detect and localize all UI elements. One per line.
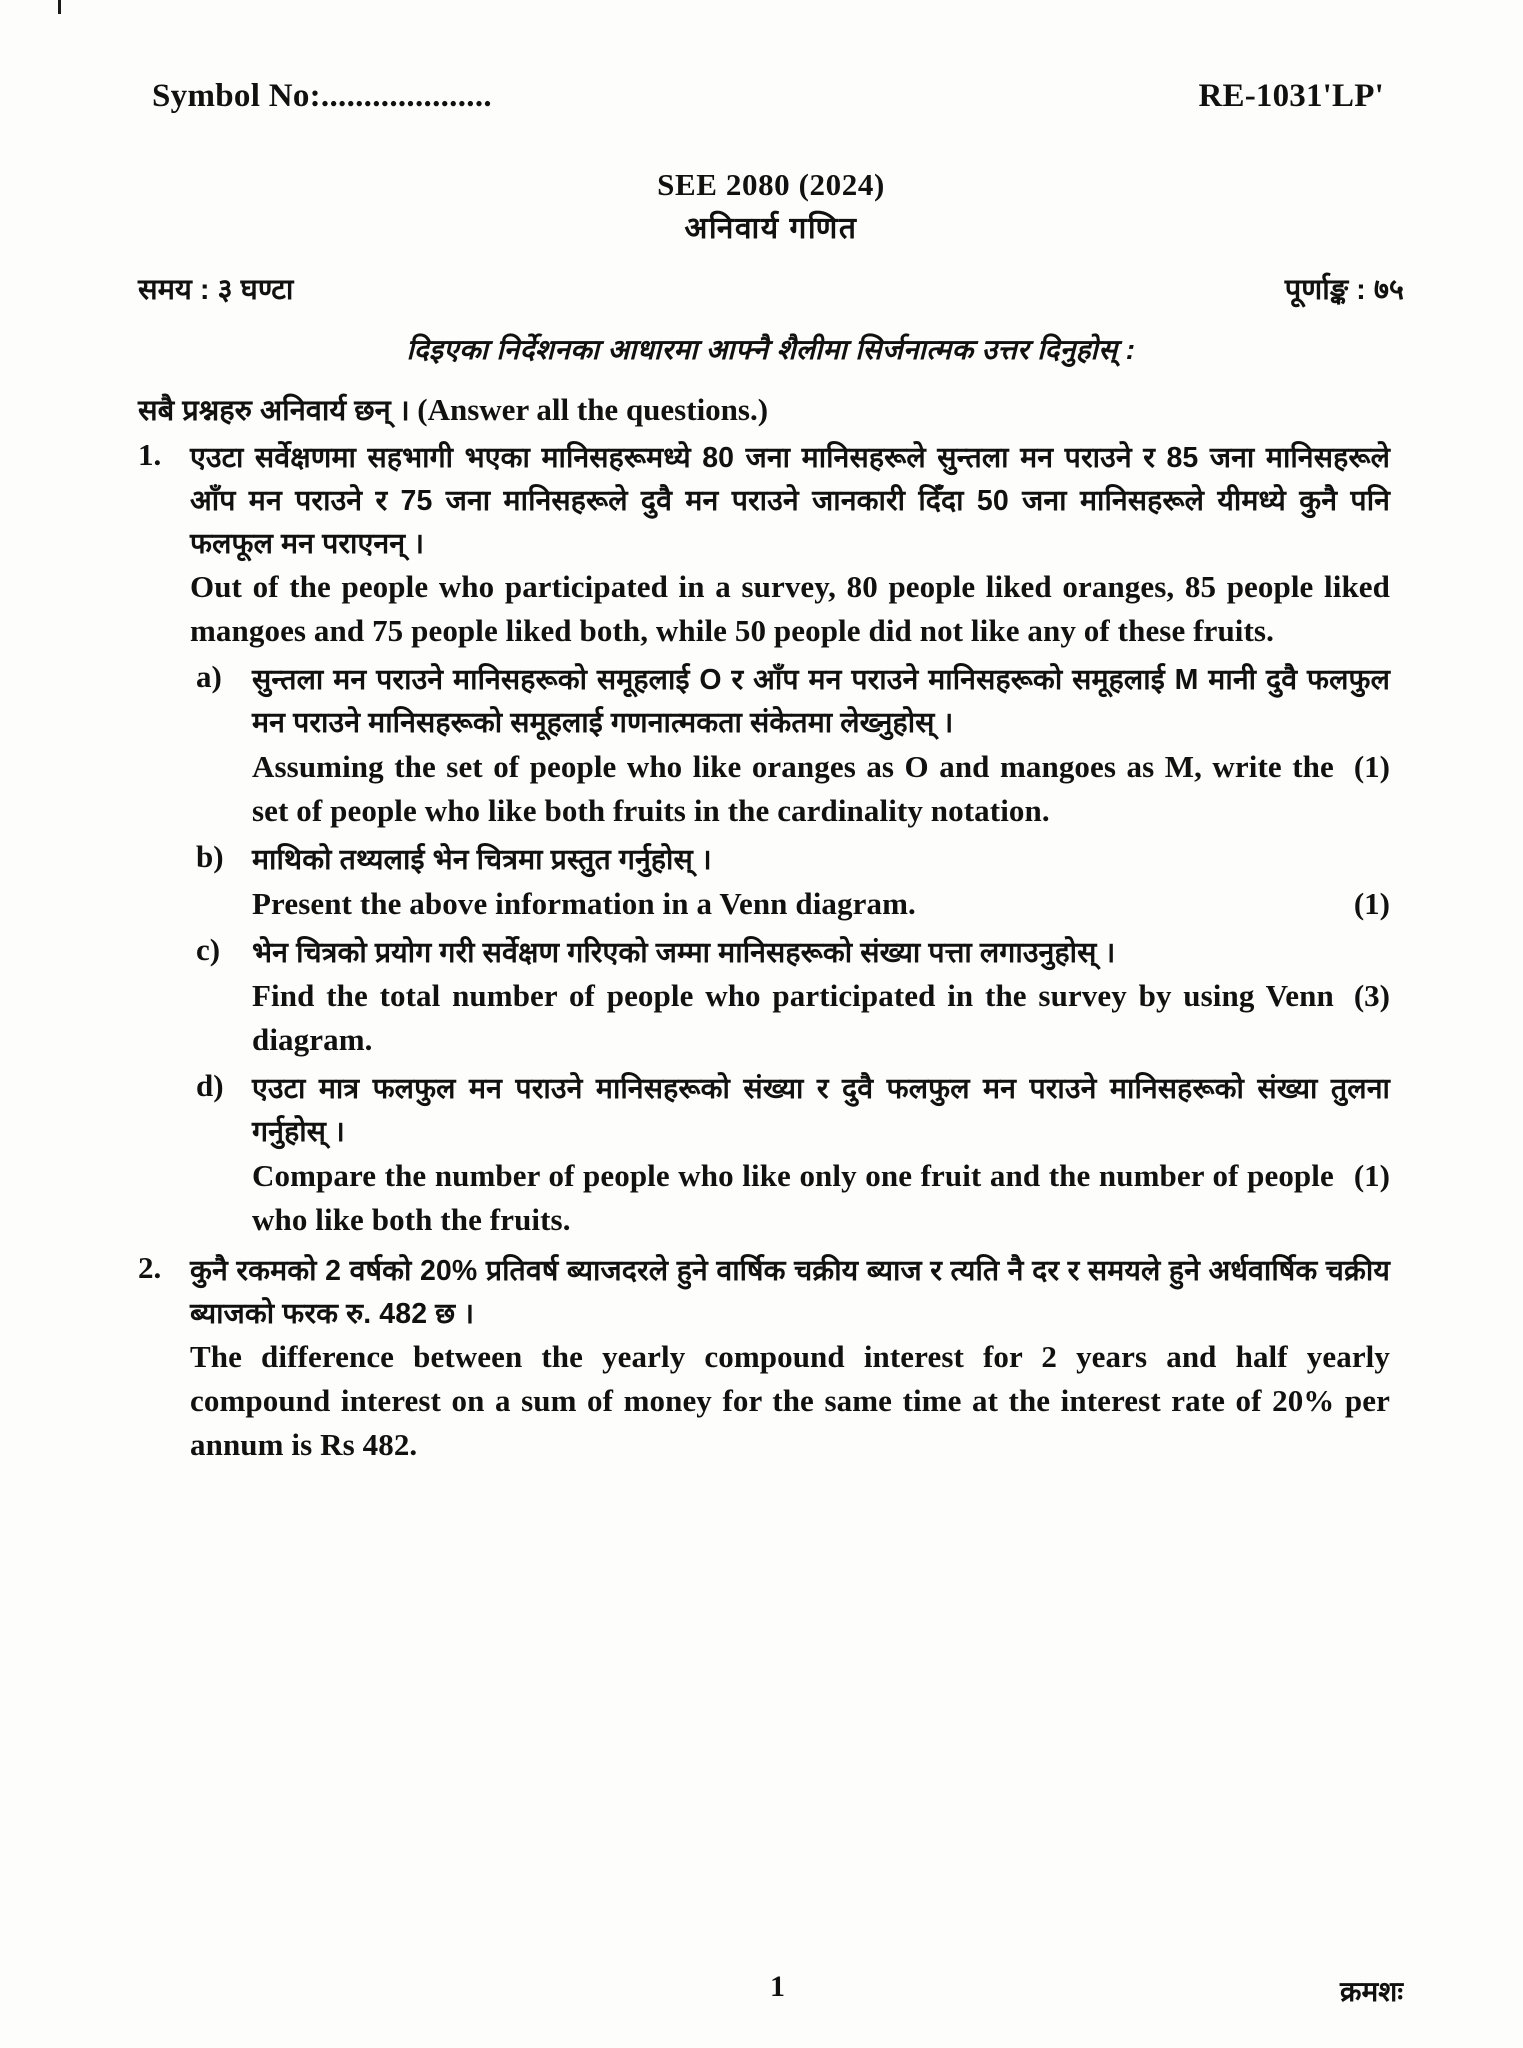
page-footer	[152, 1970, 1403, 2007]
question-2-number: 2.	[138, 1249, 162, 1285]
question-1-part-a-nepali: सुन्तला मन पराउने मानिसहरूको समूहलाई O र आँप मन पराउने मानिसहरूको समूहलाई M मानी दुवै फलफुल मन पराउने मानिसहरूको समूहलाई गणनात्मकता संकेतमा लेख्नुहोस् ।	[252, 664, 1390, 740]
answer-all-instruction	[138, 390, 1390, 429]
question-1-body	[190, 437, 1390, 1242]
question-1-part-b-nepali: माथिको तथ्यलाई भेन चित्रमा प्रस्तुत गर्नुहोस् ।	[252, 843, 712, 876]
question-1-part-c-label: c)	[196, 931, 221, 967]
question-1-part-c	[190, 932, 1390, 1063]
exam-duration: समय : ३ घण्टा	[138, 274, 294, 306]
question-2	[138, 1249, 1390, 1468]
question-2-body	[190, 1250, 1390, 1468]
exam-full-marks: पूर्णाङ्क : ७५	[1284, 274, 1404, 306]
question-1-stem-nepali: एउटा सर्वेक्षणमा सहभागी भएका मानिसहरूमध्ये 80 जना मानिसहरूले सुन्तला मन पराउने र 85 जना मानिसहरूले आँप मन पराउने र 75 जना मानिसहरूले दुवै मन पराउने जानकारी दिँदा 50 जना मानिसहरूले यीमध्ये कुनै पनि फलफूल मन पराएनन् ।	[190, 442, 1390, 560]
question-1-part-c-body	[252, 932, 1390, 1063]
question-1-part-c-nepali: भेन चित्रको प्रयोग गरी सर्वेक्षण गरिएको जम्मा मानिसहरूको संख्या पत्ता लगाउनुहोस् ।	[252, 936, 1116, 969]
exam-directive: दिइएका निर्देशनका आधारमा आफ्नै शैलीमा सिर्जनात्मक उत्तर दिनुहोस् :	[406, 334, 1136, 365]
document-header	[152, 0, 1390, 115]
symbol-number-field: Symbol No:....................	[152, 78, 492, 114]
question-1-part-a-english: Assuming the set of people who like oranges as O and mangoes as M, write the set of people who like both fruits in the cardinality notation.	[252, 748, 1334, 828]
question-1-part-c-marks: (3)	[1353, 978, 1390, 1014]
question-1-part-d	[190, 1068, 1390, 1242]
question-1-part-b-label: b)	[196, 838, 224, 874]
question-1-part-a-body	[252, 659, 1390, 833]
question-1-part-d-nepali: एउटा मात्र फलफुल मन पराउने मानिसहरूको संख्या र दुवै फलफुल मन पराउने मानिसहरूको संख्या तुलना गर्नुहोस् ।	[252, 1073, 1390, 1149]
answer-all-nepali: सबै प्रश्नहरु अनिवार्य छन् ।	[138, 395, 410, 427]
question-1-part-a	[190, 659, 1390, 833]
title-block	[152, 167, 1390, 247]
question-1-part-d-label: d)	[196, 1068, 224, 1104]
question-1-part-a-marks: (1)	[1353, 748, 1390, 784]
question-1-stem-english: Out of the people who participated in a survey, 80 people liked oranges, 85 people liked mangoes and 75 people liked both, while 50 people did not like any of these fruits.	[190, 569, 1390, 649]
paper-code: RE-1031'LP'	[1198, 78, 1384, 114]
continued-marker: क्रमशः	[1340, 1976, 1403, 2007]
page-number: 1	[770, 1970, 785, 2003]
question-2-stem-nepali: कुनै रकमको 2 वर्षको 20% प्रतिवर्ष ब्याजदरले हुने वार्षिक चक्रीय ब्याज र त्यति नै दर र समयले हुने अर्धवार्षिक चक्रीय ब्याजको फरक रु. 482 छ ।	[190, 1254, 1390, 1330]
question-1-part-a-label: a)	[196, 659, 222, 695]
question-1-part-b-body	[252, 839, 1390, 926]
question-1-part-b-english: Present the above information in a Venn diagram.	[252, 885, 916, 921]
page-corner-tick-mark	[58, 0, 61, 14]
exam-title: SEE 2080 (2024)	[657, 167, 885, 202]
question-1-part-b-marks: (1)	[1353, 885, 1390, 921]
exam-meta-row	[138, 269, 1404, 308]
question-1-number: 1.	[138, 437, 162, 472]
question-1-part-c-english: Find the total number of people who participated in the survey by using Venn diagram.	[252, 978, 1334, 1058]
question-1-part-b	[190, 839, 1390, 926]
question-1-part-d-body	[252, 1068, 1390, 1242]
answer-all-english: (Answer all the questions.)	[417, 392, 769, 427]
question-1-part-d-marks: (1)	[1353, 1157, 1390, 1193]
question-1-part-d-english: Compare the number of people who like only one fruit and the number of people who like both the fruits.	[252, 1157, 1334, 1237]
page-content	[138, 0, 1404, 1467]
question-1	[138, 437, 1390, 1242]
subject-title: अनिवार्य गणित	[684, 212, 858, 245]
question-2-stem-english: The difference between the yearly compound interest for 2 years and half yearly compound interest on a sum of money for the same time at the interest rate of 20% per annum is Rs 482.	[190, 1339, 1390, 1463]
